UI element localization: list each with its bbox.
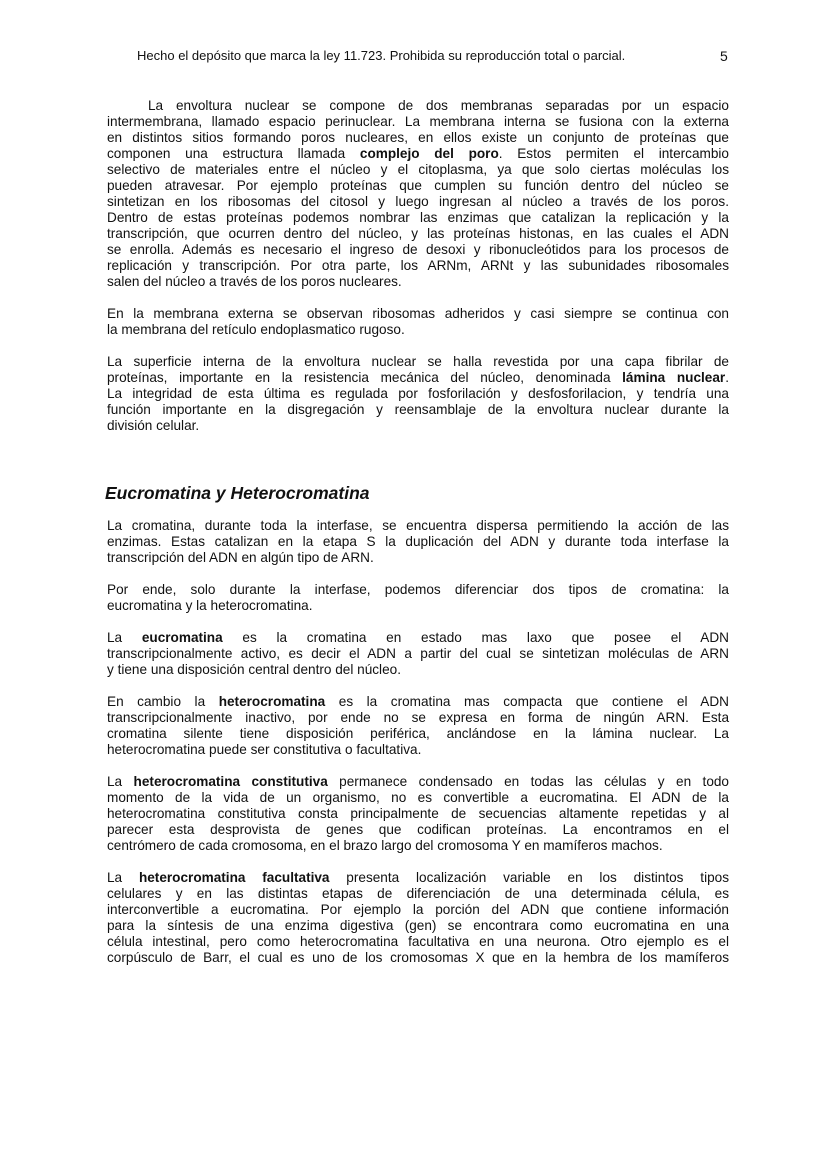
- text-segment: La: [107, 870, 139, 885]
- text-line: [107, 386, 729, 402]
- bold-term: lámina nuclear: [622, 370, 726, 385]
- text-line: [107, 274, 729, 290]
- text-segment: la membrana del retículo endoplasmatico rugoso.: [107, 322, 405, 337]
- text-segment: La superficie interna de la envoltura nuclear se halla revestida por una capa fibrilar de: [107, 354, 729, 369]
- text-segment: cromatina silente tiene disposición periférica, anclándose en la lámina nuclear. La: [107, 726, 729, 741]
- text-line: [107, 162, 729, 178]
- text-line: [107, 726, 729, 742]
- text-segment: momento de la vida de un organismo, no es convertible a eucromatina. El ADN de la: [107, 790, 729, 805]
- text-segment: intermembrana, llamado espacio perinuclear. La membrana interna se fusiona con la externa: [107, 114, 729, 129]
- text-line: [107, 98, 729, 114]
- text-segment: celulares y en las distintas etapas de diferenciación de una determinada célula, es: [107, 886, 729, 901]
- paragraph: [107, 694, 729, 758]
- text-segment: y tiene una disposición central dentro del núcleo.: [107, 662, 401, 677]
- text-segment: permanece condensado en todas las células y en todo: [327, 774, 729, 789]
- bold-term: eucromatina: [141, 630, 223, 645]
- text-segment: división celular.: [107, 418, 200, 433]
- text-line: [107, 598, 729, 614]
- text-line: [107, 306, 729, 322]
- text-segment: Dentro de estas proteínas podemos nombrar las enzimas que catalizan la replicación y la: [107, 210, 729, 225]
- text-segment: heterocromatina constitutiva consta principalmente de secuencias altamente repetidas y al: [107, 806, 729, 821]
- text-line: [107, 806, 729, 822]
- text-segment: componen una estructura llamada: [107, 146, 360, 161]
- text-segment: eucromatina y la heterocromatina.: [107, 598, 313, 613]
- text-line: [107, 402, 729, 418]
- bold-term: heterocromatina: [218, 694, 326, 709]
- page-header: [0, 48, 828, 66]
- text-segment: pueden atravesar. Por ejemplo proteínas que cumplen su función dentro del núcleo se: [107, 178, 729, 193]
- text-line: [107, 646, 729, 662]
- section-heading: Eucromatina y Heterocromatina: [105, 483, 370, 503]
- text-line: [107, 630, 729, 646]
- text-segment: sintetizan en los ribosomas del citosol y luego ingresan al núcleo a través de los poros.: [107, 194, 729, 209]
- text-line: [107, 146, 729, 162]
- text-line: [107, 582, 729, 598]
- text-segment: transcripción del ADN en algún tipo de ARN.: [107, 550, 374, 565]
- text-segment: proteínas, importante en la resistencia mecánica del núcleo, denominada: [107, 370, 623, 385]
- text-line: [107, 322, 729, 338]
- text-line: [107, 370, 729, 386]
- text-line: [107, 870, 729, 886]
- text-line: [107, 114, 729, 130]
- text-segment: interconvertible a eucromatina. Por ejemplo la porción del ADN que contiene información: [107, 902, 729, 917]
- text-line: [107, 226, 729, 242]
- text-segment: para la síntesis de una enzima digestiva (gen) se encontrara como eucromatina en una: [107, 918, 729, 933]
- text-segment: centrómero de cada cromosoma, en el brazo largo del cromosoma Y en mamíferos machos.: [107, 838, 663, 853]
- text-segment: se enrolla. Además es necesario el ingreso de desoxi y ribonucleótidos para los procesos de: [107, 242, 729, 257]
- text-line: [107, 710, 729, 726]
- paragraph: [107, 774, 729, 854]
- text-segment: corpúsculo de Barr, el cual es uno de los cromosomas X que en la hembra de los mamíferos: [107, 950, 729, 965]
- text-line: [107, 950, 729, 966]
- header-copyright-text: Hecho el depósito que marca la ley 11.723. Prohibida su reproducción total o parcial.: [137, 48, 626, 63]
- text-line: [107, 790, 729, 806]
- text-line: [107, 822, 729, 838]
- text-line: [107, 534, 729, 550]
- text-segment: función importante en la disgregación y reensamblaje de la envoltura nuclear durante la: [107, 402, 729, 417]
- text-segment: La envoltura nuclear se compone de dos membranas separadas por un espacio: [148, 98, 729, 113]
- text-line: [107, 194, 729, 210]
- paragraph: [107, 98, 729, 290]
- text-segment: parecer esta desprovista de genes que codifican proteínas. La encontramos en el: [107, 822, 729, 837]
- text-segment: En la membrana externa se observan ribosomas adheridos y casi siempre se continua con: [107, 306, 729, 321]
- text-segment: presenta localización variable en los distintos tipos: [329, 870, 730, 885]
- text-line: [107, 130, 729, 146]
- text-line: [107, 694, 729, 710]
- text-segment: La integridad de esta última es regulada por fosforilación y desfosforilacion, y tendría una: [107, 386, 729, 401]
- paragraph: [107, 870, 729, 966]
- text-segment: transcripción, que ocurren dentro del núcleo, y las proteínas histonas, en las cuales el ADN: [107, 226, 729, 241]
- text-segment: replicación y transcripción. Por otra parte, los ARNm, ARNt y las subunidades ribosomales: [107, 258, 729, 273]
- text-segment: Por ende, solo durante la interfase, podemos diferenciar dos tipos de cromatina: la: [107, 582, 729, 597]
- text-segment: La cromatina, durante toda la interfase, se encuentra dispersa permitiendo la acción de las: [107, 518, 729, 533]
- text-line: [107, 178, 729, 194]
- text-segment: es la cromatina mas compacta que contiene el ADN: [325, 694, 729, 709]
- text-line: [107, 662, 729, 678]
- text-segment: .: [725, 370, 730, 385]
- text-segment: en distintos sitios formando poros nucleares, en ellos existe un conjunto de proteínas que: [107, 130, 729, 145]
- text-segment: . Estos permiten el intercambio: [498, 146, 729, 161]
- text-line: [107, 934, 729, 950]
- text-segment: célula intestinal, pero como heterocromatina facultativa en una neurona. Otro ejemplo es el: [107, 934, 729, 949]
- text-line: [107, 918, 729, 934]
- bold-term: complejo del poro: [359, 146, 499, 161]
- text-line: [107, 418, 729, 434]
- text-line: [107, 742, 729, 758]
- paragraph: [107, 306, 729, 338]
- paragraph: [107, 630, 729, 678]
- bold-term: heterocromatina constitutiva: [133, 774, 328, 789]
- text-line: [107, 242, 729, 258]
- text-segment: es la cromatina en estado mas laxo que posee el ADN: [222, 630, 729, 645]
- text-segment: transcripcionalmente inactivo, por ende no se expresa en forma de ningún ARN. Esta: [107, 710, 729, 725]
- bold-term: heterocromatina facultativa: [138, 870, 330, 885]
- text-segment: salen del núcleo a través de los poros nucleares.: [107, 274, 402, 289]
- text-line: [107, 886, 729, 902]
- text-segment: heterocromatina puede ser constitutiva o facultativa.: [107, 742, 422, 757]
- document-body: [107, 98, 729, 982]
- text-segment: La: [107, 774, 134, 789]
- text-line: [107, 518, 729, 534]
- text-segment: En cambio la: [107, 694, 219, 709]
- text-line: [107, 902, 729, 918]
- text-line: [107, 210, 729, 226]
- paragraph: [107, 354, 729, 434]
- text-segment: La: [107, 630, 142, 645]
- text-line: [107, 354, 729, 370]
- text-segment: selectivo de materiales entre el núcleo y el citoplasma, ya que solo ciertas moléculas los: [107, 162, 729, 177]
- text-segment: transcripcionalmente activo, es decir el ADN a partir del cual se sintetizan moléculas de ARN: [107, 646, 729, 661]
- text-line: [107, 838, 729, 854]
- text-line: [107, 774, 729, 790]
- paragraph: [107, 582, 729, 614]
- text-line: [107, 258, 729, 274]
- text-segment: enzimas. Estas catalizan en la etapa S la duplicación del ADN y durante toda interfase la: [107, 534, 729, 549]
- paragraph: [107, 518, 729, 566]
- text-line: [107, 550, 729, 566]
- page-number: 5: [720, 48, 728, 64]
